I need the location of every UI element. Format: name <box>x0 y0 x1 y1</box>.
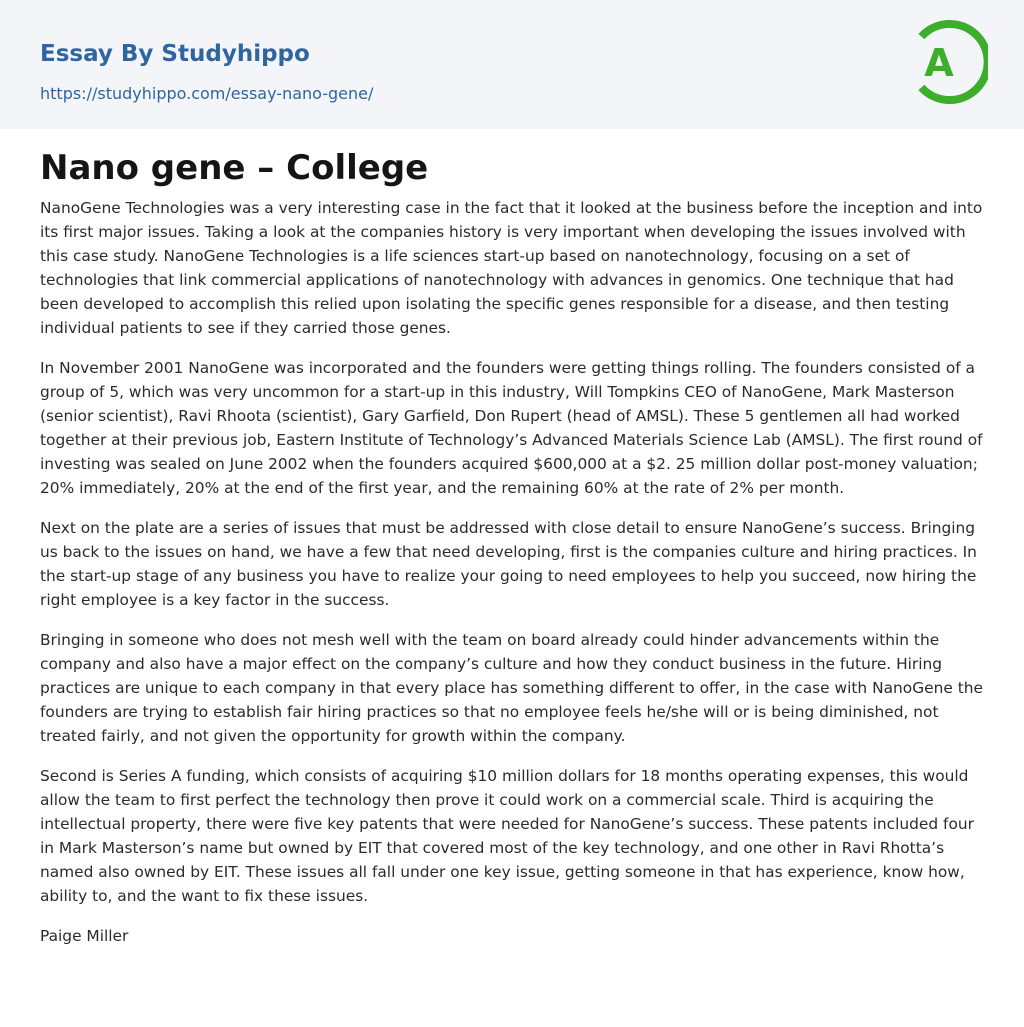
studyhippo-logo[interactable] <box>908 18 988 106</box>
paragraph-5: Second is Series A funding, which consists of acquiring $10 million dollars for 18 months operating expenses, this would allow the team to first perfect the technology then prove it could work on a commercial scale. Third is acquiring the intellectual property, there were five key patents that were needed for NanoGene’s success. These patents included four in Mark Masterson’s name but owned by EIT that covered most of the key technology, and one other in Ravi Rhotta’s named also owned by EIT. These issues all fall under one key issue, getting someone in that has experience, know how, ability to, and the want to fix these issues. <box>40 767 974 905</box>
author-name: Paige Miller <box>40 927 129 945</box>
essay-url-link[interactable]: https://studyhippo.com/essay-nano-gene/ <box>40 84 374 103</box>
paragraph-2: In November 2001 NanoGene was incorporated and the founders were getting things rolling. The founders consisted of a group of 5, which was very uncommon for a start-up in this industry, Will Tompkins CEO of NanoGene, Mark Masterson (senior scientist), Ravi Rhoota (scientist), Gary Garfield, Don Rupert (head of AMSL). These 5 gentlemen all had worked together at their previous job, Eastern Institute of Technology’s Advanced Materials Science Lab (AMSL). The first round of investing was sealed on June 2002 when the founders acquired $600,000 at a $2. 25 million dollar post-money valuation; 20% immediately, 20% at the end of the first year, and the remaining 60% at the rate of 2% per month. <box>40 359 983 497</box>
site-header <box>0 0 1024 129</box>
logo-icon <box>908 18 988 106</box>
article <box>40 142 984 948</box>
logo-letter: A <box>924 41 954 85</box>
brand-title[interactable]: Essay By Studyhippo <box>40 41 310 67</box>
page-title: Nano gene – College <box>40 148 429 188</box>
paragraph-4: Bringing in someone who does not mesh well with the team on board already could hinder advancements within the company and also have a major effect on the company’s culture and how they conduct business in the future. Hiring practices are unique to each company in that every place has something different to offer, in the case with NanoGene the founders are trying to establish fair hiring practices so that no employee feels he/she will or is being diminished, not treated fairly, and not given the opportunity for growth within the company. <box>40 631 983 745</box>
paragraph-3: Next on the plate are a series of issues that must be addressed with close detail to ensure NanoGene’s success. Bringing us back to the issues on hand, we have a few that need developing, first is the companies culture and hiring practices. In the start-up stage of any business you have to realize your going to need employees to help you succeed, now hiring the right employee is a key factor in the success. <box>40 519 977 609</box>
paragraph-1: NanoGene Technologies was a very interesting case in the fact that it looked at the business before the inception and into its first major issues. Taking a look at the companies history is very important when developing the issues involved with this case study. NanoGene Technologies is a life sciences start-up based on nanotechnology, focusing on a set of technologies that link commercial applications of nanotechnology with advances in genomics. One technique that had been developed to accomplish this relied upon isolating the specific genes responsible for a disease, and then testing individual patients to see if they carried those genes. <box>40 199 983 337</box>
